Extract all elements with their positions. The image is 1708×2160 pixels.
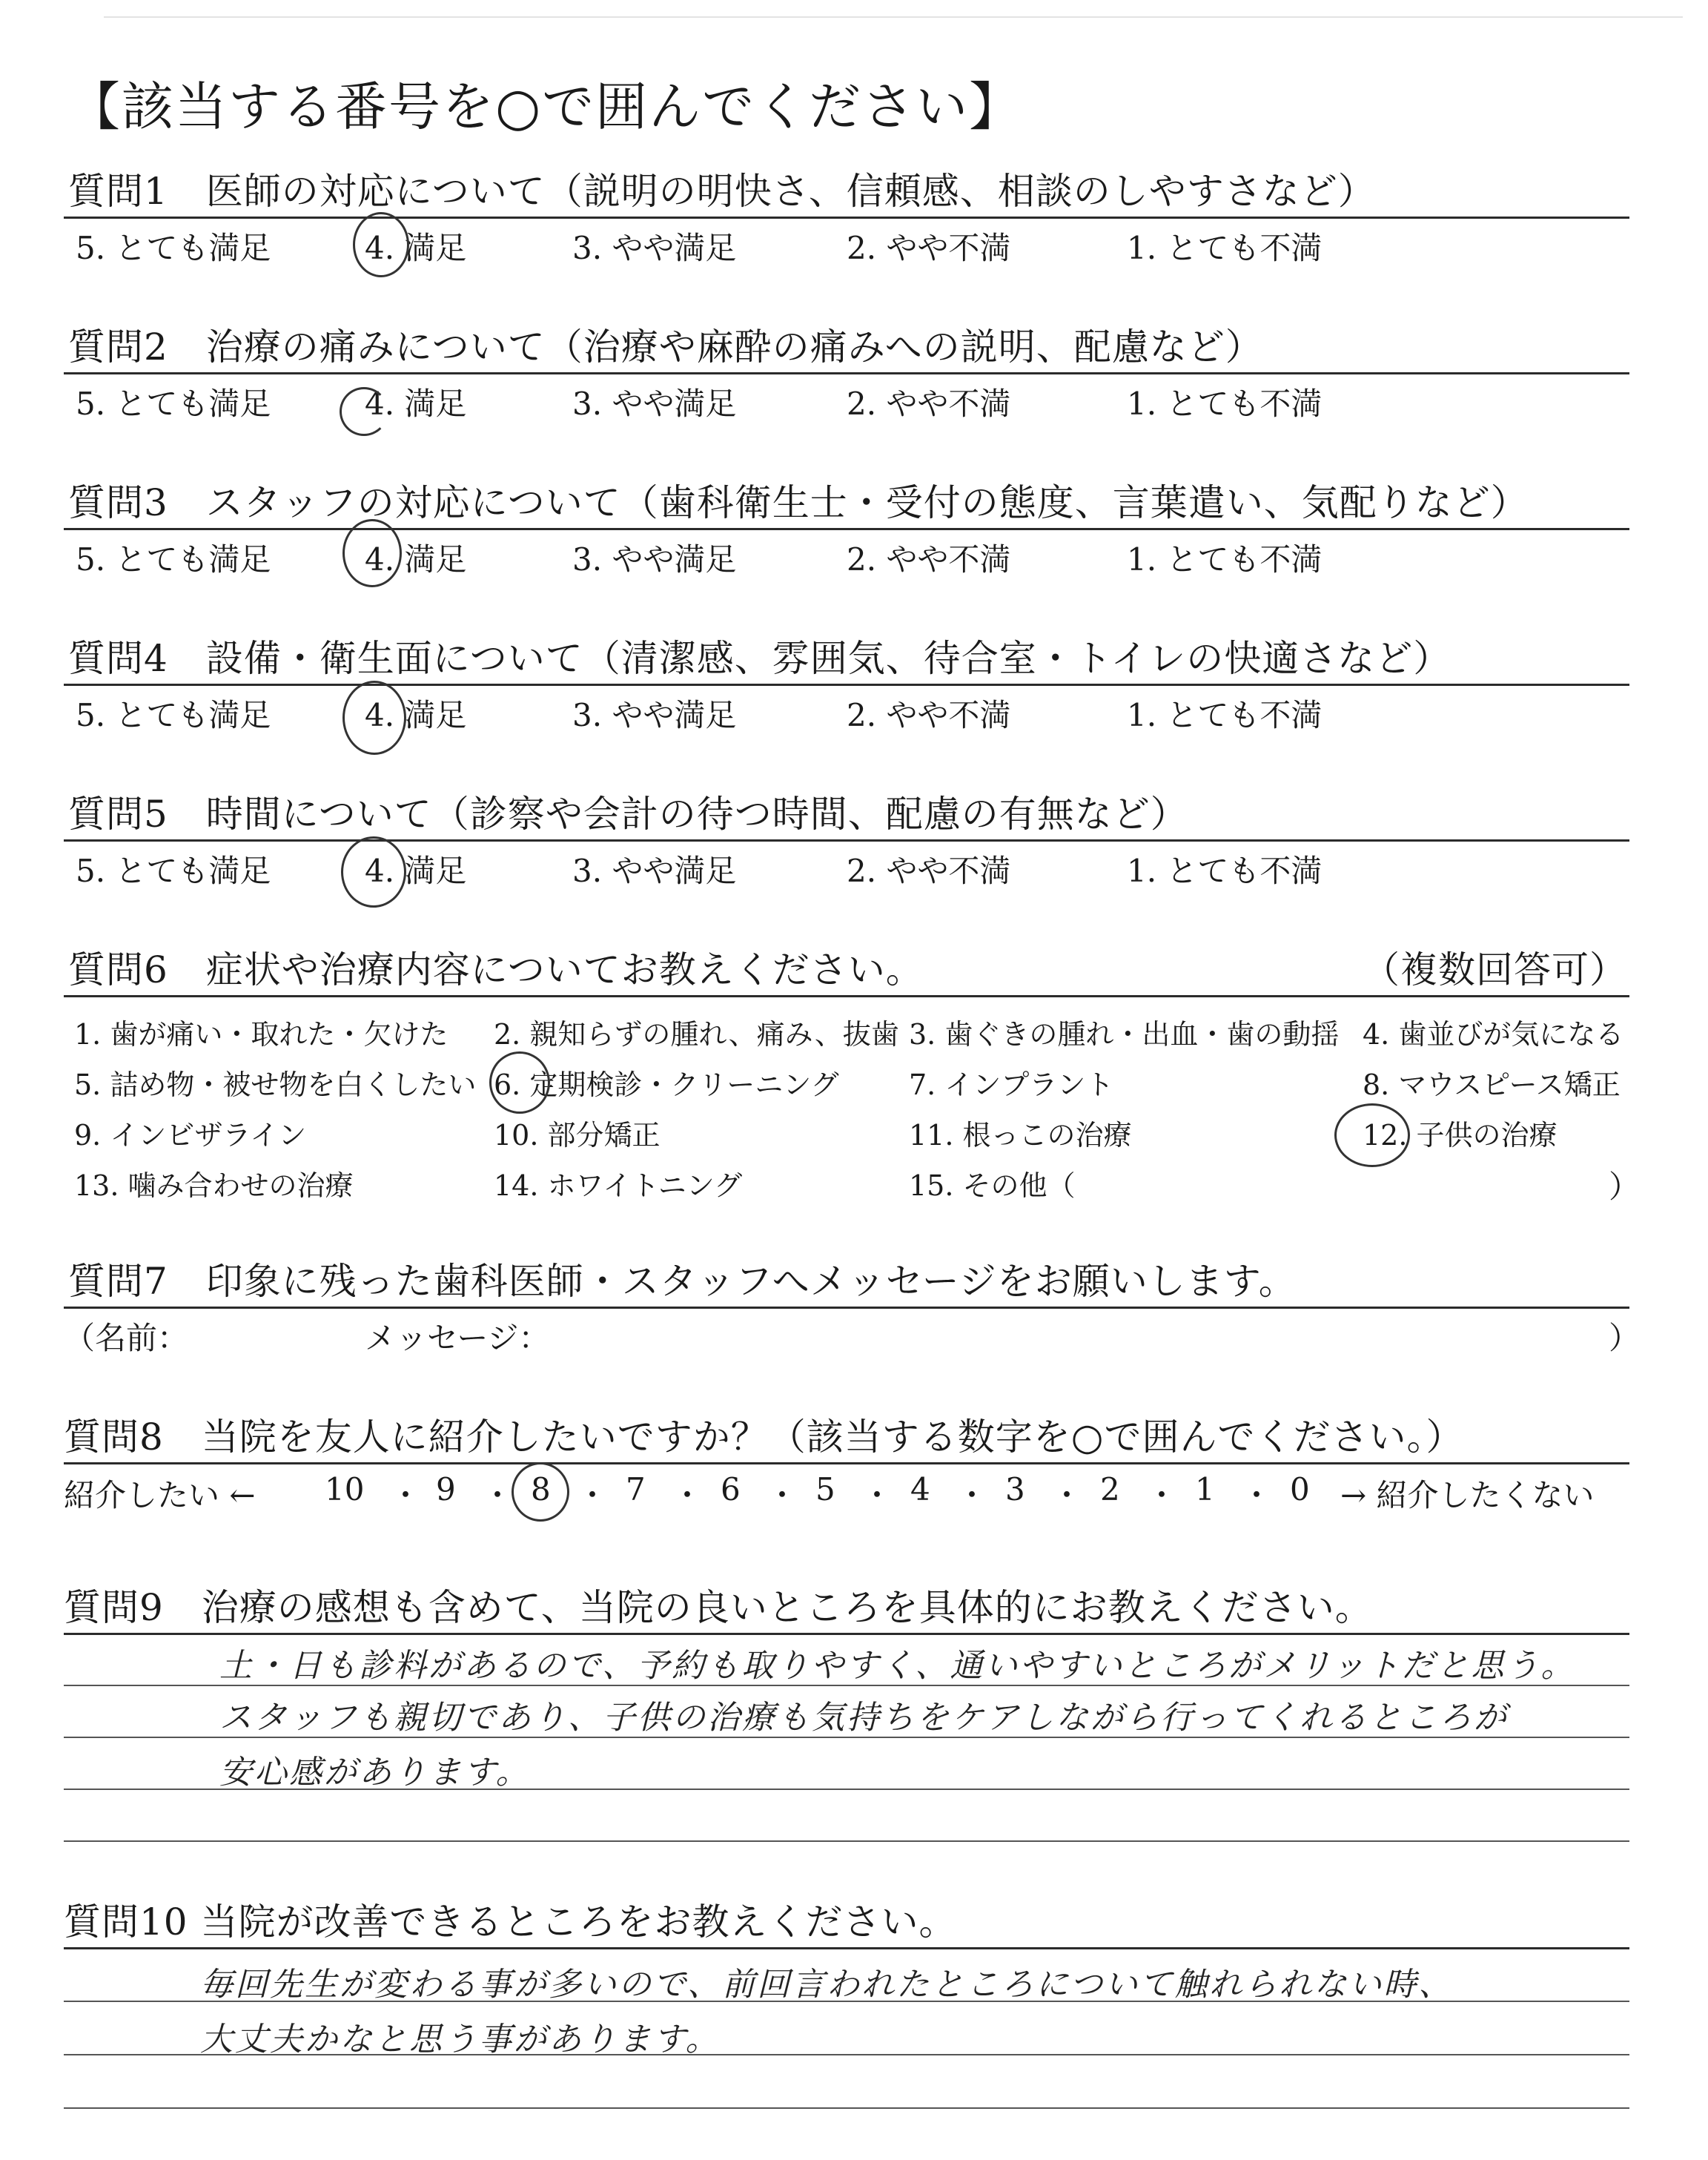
q6-option-2[interactable]: 2. 親知らずの腫れ、痛み、抜歯 — [494, 1018, 899, 1051]
q5-option-2[interactable]: 2. やや不満 — [847, 853, 1011, 889]
q6-option-15[interactable]: 15. その他（ — [909, 1169, 1076, 1202]
q4-heading: 質問4 設備・衛生面について（清潔感、雰囲気、待合室・トイレの快適さなど） — [68, 637, 1452, 680]
q8-left-label: 紹介したい ← — [64, 1477, 256, 1513]
q4-selected-circle — [342, 681, 406, 755]
q8-selected-circle — [512, 1462, 569, 1522]
q8-dot: ・ — [577, 1477, 609, 1513]
q8-dot: ・ — [482, 1477, 514, 1513]
q6-option-1[interactable]: 1. 歯が痛い・取れた・欠けた — [74, 1018, 448, 1051]
q7-close-paren: ） — [1609, 1320, 1641, 1356]
q2-option-5[interactable]: 5. とても満足 — [76, 386, 271, 422]
q8-scale-8[interactable]: 8 — [531, 1471, 551, 1507]
q5-option-1[interactable]: 1. とても不満 — [1127, 853, 1323, 889]
q10-handwritten-line-1: 毎回先生が変わる事が多いので、前回言われたところについて触れられない時、 — [200, 1966, 1454, 2004]
q10-divider — [64, 1947, 1629, 1949]
q9-heading: 質問9 治療の感想も含めて、当院の良いところを具体的にお教えください。 — [64, 1586, 1373, 1629]
q8-dot: ・ — [1146, 1477, 1178, 1513]
q6-option-5[interactable]: 5. 詰め物・被せ物を白くしたい — [74, 1069, 477, 1101]
q1-option-2[interactable]: 2. やや不満 — [847, 230, 1011, 266]
q1-selected-circle — [353, 212, 409, 277]
q8-scale-2[interactable]: 2 — [1100, 1471, 1120, 1507]
q6-note: （複数回答可） — [1363, 948, 1627, 991]
q6-heading: 質問6 症状や治療内容についてお教えください。 — [68, 948, 924, 991]
q3-heading: 質問3 スタッフの対応について（歯科衛生士・受付の態度、言葉遣い、気配りなど） — [68, 481, 1529, 524]
q4-option-1[interactable]: 1. とても不満 — [1127, 697, 1323, 733]
q1-option-5[interactable]: 5. とても満足 — [76, 230, 271, 266]
q3-selected-circle — [342, 519, 402, 587]
q6-option-12[interactable]: 12. 子供の治療 — [1363, 1119, 1558, 1152]
q10-heading: 質問10 当院が改善できるところをお教えください。 — [64, 1900, 957, 1943]
q2-divider — [64, 372, 1629, 374]
q8-dot: ・ — [956, 1477, 988, 1513]
q8-scale-6[interactable]: 6 — [721, 1471, 741, 1507]
q9-handwritten-line-2: スタッフも親切であり、子供の治療も気持ちをケアしながら行ってくれるところが — [219, 1699, 1509, 1737]
q5-option-3[interactable]: 3. やや満足 — [572, 853, 737, 889]
q6-option-14[interactable]: 14. ホワイトニング — [494, 1169, 743, 1202]
q7-message-label: メッセージ： — [365, 1320, 550, 1356]
q8-dot: ・ — [672, 1477, 704, 1513]
q8-dot: ・ — [1241, 1477, 1273, 1513]
q10-answer-line — [64, 2107, 1629, 2109]
q8-divider — [64, 1462, 1629, 1464]
q1-option-3[interactable]: 3. やや満足 — [572, 230, 737, 266]
q4-option-4[interactable]: 4. 満足 — [365, 697, 467, 733]
q1-divider — [64, 217, 1629, 219]
q6-option-3[interactable]: 3. 歯ぐきの腫れ・出血・歯の動揺 — [909, 1018, 1340, 1051]
q2-option-4[interactable]: 4. 満足 — [365, 386, 467, 422]
q8-right-label: → 紹介したくない — [1340, 1477, 1595, 1513]
q6-option-9[interactable]: 9. インビザライン — [74, 1119, 307, 1152]
q8-scale-3[interactable]: 3 — [1005, 1471, 1025, 1507]
q2-option-2[interactable]: 2. やや不満 — [847, 386, 1011, 422]
q6-option-13[interactable]: 13. 噛み合わせの治療 — [74, 1169, 354, 1202]
q1-option-1[interactable]: 1. とても不満 — [1127, 230, 1323, 266]
q9-divider — [64, 1633, 1629, 1635]
q7-name-label: （名前： — [64, 1320, 189, 1356]
q5-option-4[interactable]: 4. 満足 — [365, 853, 467, 889]
q3-option-3[interactable]: 3. やや満足 — [572, 541, 737, 578]
q8-scale-9[interactable]: 9 — [436, 1471, 456, 1507]
q8-dot: ・ — [767, 1477, 798, 1513]
q6-other-close-paren: ） — [1609, 1169, 1641, 1205]
q1-option-4[interactable]: 4. 満足 — [365, 230, 467, 266]
q6-selected-circle-12 — [1334, 1103, 1410, 1167]
q2-option-1[interactable]: 1. とても不満 — [1127, 386, 1323, 422]
q4-divider — [64, 684, 1629, 686]
q8-heading: 質問8 当院を友人に紹介したいですか？（該当する数字を○で囲んでください。） — [64, 1416, 1464, 1459]
q4-option-2[interactable]: 2. やや不満 — [847, 697, 1011, 733]
form-title: 【該当する番号を○で囲んでください】 — [68, 76, 1023, 137]
q3-option-1[interactable]: 1. とても不満 — [1127, 541, 1323, 578]
q8-scale-4[interactable]: 4 — [910, 1471, 930, 1507]
q9-handwritten-line-1: 土・日も診料があるので、予約も取りやすく、通いやすいところがメリットだと思う。 — [219, 1647, 1576, 1685]
q5-divider — [64, 839, 1629, 842]
q8-dot: ・ — [861, 1477, 893, 1513]
q7-heading: 質問7 印象に残った歯科医師・スタッフへメッセージをお願いします。 — [68, 1260, 1297, 1303]
q2-heading: 質問2 治療の痛みについて（治療や麻酔の痛みへの説明、配慮など） — [68, 326, 1263, 369]
q6-option-10[interactable]: 10. 部分矯正 — [494, 1119, 661, 1152]
q6-option-8[interactable]: 8. マウスピース矯正 — [1363, 1069, 1621, 1101]
q10-handwritten-line-2: 大丈夫かなと思う事があります。 — [200, 2021, 721, 2058]
q5-heading: 質問5 時間について（診察や会計の待つ時間、配慮の有無など） — [68, 793, 1188, 836]
q6-selected-circle-6 — [489, 1051, 550, 1114]
q3-option-4[interactable]: 4. 満足 — [365, 541, 467, 578]
q6-divider — [64, 995, 1629, 997]
q8-dot: ・ — [1051, 1477, 1083, 1513]
q3-option-5[interactable]: 5. とても満足 — [76, 541, 271, 578]
q4-option-5[interactable]: 5. とても満足 — [76, 697, 271, 733]
q3-option-2[interactable]: 2. やや不満 — [847, 541, 1011, 578]
q1-heading: 質問1 医師の対応について（説明の明快さ、信頼感、相談のしやすさなど） — [68, 170, 1376, 213]
q2-option-3[interactable]: 3. やや満足 — [572, 386, 737, 422]
q6-option-7[interactable]: 7. インプラント — [909, 1069, 1114, 1101]
q5-selected-circle — [341, 836, 406, 908]
q4-option-3[interactable]: 3. やや満足 — [572, 697, 737, 733]
q8-scale-10[interactable]: 10 — [325, 1471, 365, 1507]
scan-top-edge — [104, 16, 1683, 18]
q8-dot: ・ — [390, 1477, 422, 1513]
q8-scale-1[interactable]: 1 — [1195, 1471, 1215, 1507]
q2-selected-circle — [340, 387, 388, 436]
q6-option-11[interactable]: 11. 根っこの治療 — [909, 1119, 1132, 1152]
q8-scale-5[interactable]: 5 — [815, 1471, 835, 1507]
q8-scale-0[interactable]: 0 — [1290, 1471, 1310, 1507]
q6-option-6[interactable]: 6. 定期検診・クリーニング — [494, 1069, 839, 1101]
q9-handwritten-line-3: 安心感があります。 — [219, 1754, 531, 1791]
q6-option-4[interactable]: 4. 歯並びが気になる — [1363, 1018, 1624, 1051]
q5-option-5[interactable]: 5. とても満足 — [76, 853, 271, 889]
q8-scale-7[interactable]: 7 — [626, 1471, 646, 1507]
q3-divider — [64, 528, 1629, 530]
q7-divider — [64, 1307, 1629, 1309]
q9-answer-line — [64, 1840, 1629, 1842]
